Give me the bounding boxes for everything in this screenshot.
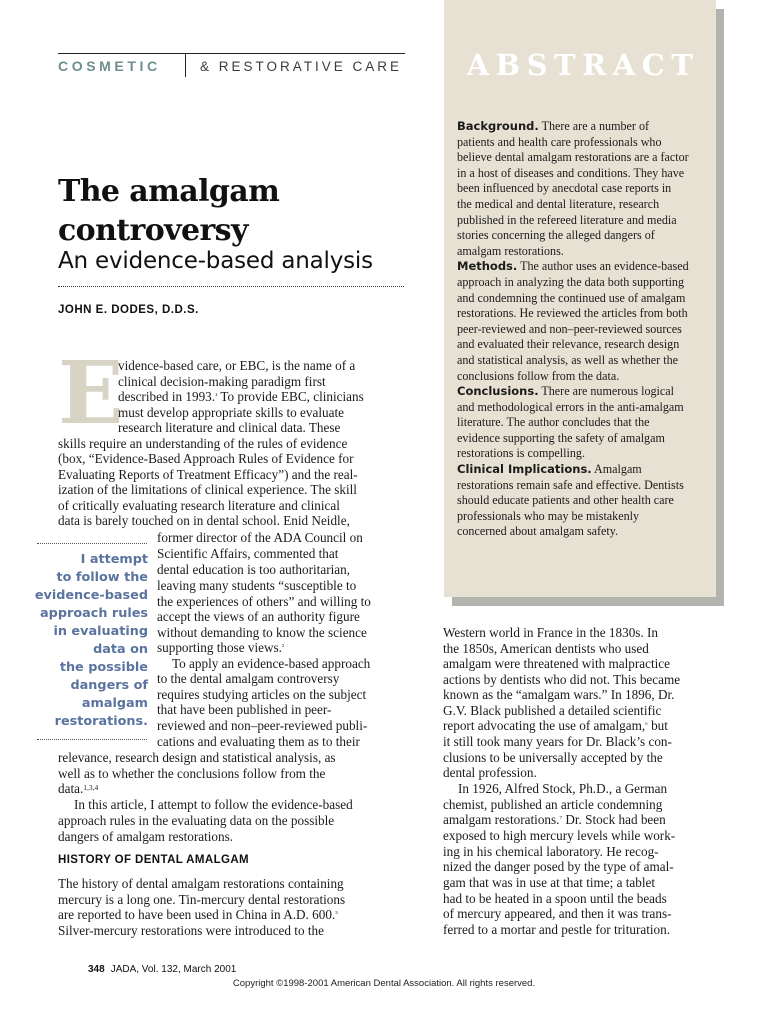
pull-quote-line: amalgam <box>81 696 148 711</box>
body-line: clusions to be universally accepted by the <box>443 750 663 765</box>
abstract-text: The author uses an evidence-based approach in analyzing the data both supporting and condemning the continued use of amalgam restorations. He reviewed the articles from both peer-reviewed and non–peer-reviewed sources and evaluated their relevance, research design and statistical analysis, as well as whether the conclusions follow from the data. <box>457 259 689 383</box>
abstract-body <box>457 119 689 540</box>
body-line: accept the views of an authority figure <box>157 609 360 624</box>
abstract-label: Conclusions. <box>457 384 539 399</box>
body-line: relevance, research design and statistical analysis, as <box>58 750 336 765</box>
body-line: clinical decision-making paradigm first <box>118 374 326 389</box>
body-line: vidence-based care, or EBC, is the name of a <box>118 358 356 373</box>
body-line: that have been published in peer- <box>157 702 332 717</box>
body-line: To apply an evidence-based approach <box>172 656 371 671</box>
body-line: supporting those views.$^{^2}$ <box>157 640 285 655</box>
body-line: (box, “Evidence-Based Approach Rules of Evidence for <box>58 451 354 466</box>
author-byline: JOHN E. DODES, D.D.S. <box>58 304 199 316</box>
body-line: the 1850s, American dentists who used <box>443 641 649 656</box>
body-line: leaving many students “susceptible to <box>157 578 357 593</box>
pull-quote-line: evidence-based <box>34 588 148 603</box>
body-line: amalgam restorations.$^{^7}$ Dr. Stock had been <box>443 812 666 827</box>
body-line: In this article, I attempt to follow the evidence-based <box>74 797 353 812</box>
abstract-text: There are numerous logical and methodological errors in the anti-amalgam literature. The author concludes that the evidence supporting the safety of amalgam restorations is compelling. <box>457 384 684 461</box>
copyright-notice: Copyright ©1998-2001 American Dental Association. All rights reserved. <box>232 978 536 989</box>
abstract-heading: ABSTRACT <box>466 48 700 82</box>
page-folio <box>88 964 236 975</box>
body-line: Western world in France in the 1830s. In <box>443 625 659 640</box>
body-line: of critically evaluating research literature and clinical <box>58 498 340 513</box>
abstract-paragraph <box>457 259 689 384</box>
pull-quote-line: restorations. <box>54 714 148 729</box>
body-line: to the dental amalgam controversy <box>157 671 340 686</box>
pull-quote-rule-top <box>37 543 147 544</box>
body-line: known as the “amalgam wars.” In 1896, Dr. <box>443 687 675 702</box>
body-line: mercury is a long one. Tin-mercury dental restorations <box>58 892 346 907</box>
pull-quote <box>20 551 148 731</box>
body-line: In 1926, Alfred Stock, Ph.D., a German <box>458 781 668 796</box>
body-line: report advocating the use of amalgam,$^{^6}$ but <box>443 718 668 733</box>
section-sublabel: & RESTORATIVE CARE <box>200 59 403 74</box>
abstract-paragraph <box>457 384 689 462</box>
abstract-label: Clinical Implications. <box>457 462 592 477</box>
body-line: had to be heated in a spoon until the beads <box>443 891 667 906</box>
body-line: approach rules in the evaluating data on the possible <box>58 813 335 828</box>
section-label: COSMETIC <box>58 58 161 74</box>
body-line: actions by dentists who did not. This became <box>443 672 681 687</box>
body-line: requires studying articles on the subject <box>157 687 367 702</box>
article-title <box>58 172 418 250</box>
body-line: G.V. Black published a detailed scientific <box>443 703 662 718</box>
body-line: cations and evaluating them as to their <box>157 734 360 749</box>
body-line: data.$^{1,3,4}$ <box>58 781 99 796</box>
body-line: without demanding to know the science <box>157 625 367 640</box>
abstract-label: Methods. <box>457 259 518 274</box>
body-line: ization of the limitations of clinical experience. The skill <box>58 482 357 497</box>
body-line: dental profession. <box>443 765 537 780</box>
body-line: data is barely touched on in dental school. Enid Neidle, <box>58 513 350 528</box>
body-line: dental education is too authoritarian, <box>157 562 350 577</box>
body-line: described in 1993.$^{^1}$ To provide EBC, clinicians <box>118 389 364 404</box>
abstract-label: Background. <box>457 119 539 133</box>
body-line: ing in his chemical laboratory. He recog- <box>443 844 659 859</box>
body-line: are reported to have been used in China in A.D. 600.$^{^5}$ <box>58 907 338 922</box>
body-line: must develop appropriate skills to evaluate <box>118 405 344 420</box>
title-line: controversy <box>58 213 248 248</box>
body-line: well as to whether the conclusions follow from the <box>58 766 326 781</box>
body-line: amalgam were threatened with malpractice <box>443 656 671 671</box>
body-line: Scientific Affairs, commented that <box>157 546 339 561</box>
body-line: Evaluating Reports of Treatment Efficacy”) and the real- <box>58 467 358 482</box>
pull-quote-line: to follow the <box>56 570 148 585</box>
pull-quote-line: data on <box>93 642 148 657</box>
body-line: reviewed and non–peer-reviewed publi- <box>157 718 368 733</box>
body-line: gam that was in use at that time; a tablet <box>443 875 656 890</box>
pull-quote-line: in evaluating <box>53 624 148 639</box>
abstract-paragraph <box>457 119 689 259</box>
article-subtitle: An evidence-based analysis <box>58 248 373 274</box>
body-line: ferred to a mortar and pestle for trituration. <box>443 922 671 937</box>
body-line: skills require an understanding of the rules of evidence <box>58 436 348 451</box>
pull-quote-line: I attempt <box>80 552 148 567</box>
journal-citation: JADA, Vol. 132, March 2001 <box>110 964 237 975</box>
section-heading: HISTORY OF DENTAL AMALGAM <box>58 854 250 866</box>
pull-quote-line: dangers of <box>70 678 148 693</box>
body-line: nized the danger posed by the type of amal- <box>443 859 674 874</box>
body-line: Silver-mercury restorations were introduced to the <box>58 923 324 938</box>
body-line: dangers of amalgam restorations. <box>58 829 234 844</box>
abstract-paragraph <box>457 462 689 540</box>
abstract-text: There are a number of patients and health care professionals who believe dental amalgam restorations are a factor in a host of diseases and conditions. They have been influenced by anecdotal case reports in the medical and dental literature, research published in the refereed literature and media stories concerning the alleged dangers of amalgam restorations. <box>457 119 689 258</box>
body-line: exposed to high mercury levels while work- <box>443 828 676 843</box>
body-line: the experiences of others” and willing to <box>157 594 371 609</box>
title-divider <box>58 286 404 287</box>
pull-quote-line: approach rules <box>40 606 148 621</box>
body-line: research literature and clinical data. These <box>118 420 341 435</box>
drop-cap: E <box>58 343 124 444</box>
body-line: former director of the ADA Council on <box>157 530 363 545</box>
body-line: chemist, published an article condemning <box>443 797 663 812</box>
body-line: of mercury appeared, and then it was trans- <box>443 906 672 921</box>
body-line: The history of dental amalgam restorations containing <box>58 876 344 891</box>
title-line: The amalgam <box>58 174 280 209</box>
abstract-text: Amalgam restorations remain safe and effective. Dentists should educate patients and other health care professionals who may be mistakenly concerned about amalgam safety. <box>457 462 684 539</box>
pull-quote-rule-bottom <box>37 739 147 740</box>
page-number: 348 <box>88 964 105 975</box>
body-line: it still took many years for Dr. Black’s con- <box>443 734 672 749</box>
pull-quote-line: the possible <box>59 660 148 675</box>
